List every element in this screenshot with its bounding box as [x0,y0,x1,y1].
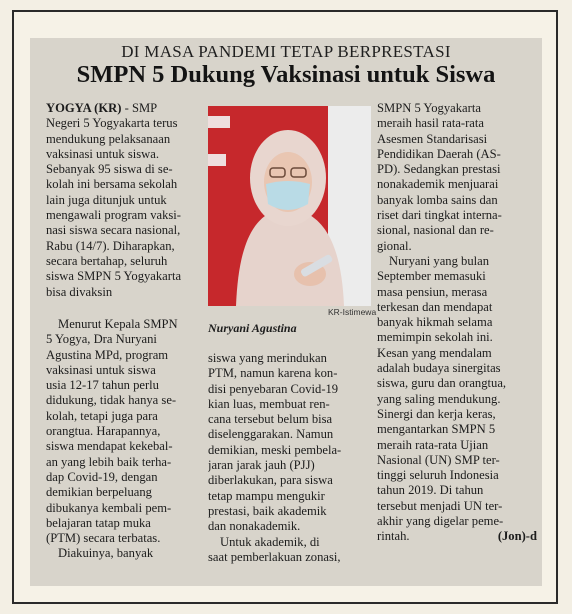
text-line: Agustina MPd, program [46,347,169,362]
photo-caption: Nuryani Agustina [208,321,297,335]
text-line: dap Covid-19, dengan [46,469,158,484]
text-line: kolah ini bersama sekolah [46,177,178,192]
text-line: riset dari tingkat interna- [377,208,502,223]
text-line: PD). Sedangkan prestasi [377,162,501,177]
article-headline: SMPN 5 Dukung Vaksinasi untuk Siswa [76,61,496,88]
dateline: YOGYA (KR) [46,101,122,115]
column-1-continued [46,317,206,562]
text-line: siswa yang merindukan [208,351,327,365]
text-line: Sinergi dan kerja keras, [377,406,496,421]
column-3 [377,101,537,545]
text-line: tinggi seluruh Indonesia [377,468,499,483]
text-line: nasi siswa secara nasional, [46,223,181,238]
text-line: bisa divaksin [46,284,113,299]
text-line: (PTM) secara terbatas. [46,531,161,546]
text-line: dibukanya kembali pem- [46,500,172,515]
dateline-line [46,101,206,116]
banner-letter [208,116,230,128]
text-line: kolah, tetapi juga para [46,408,158,423]
text-line: mengawali program vaksi- [46,208,181,223]
text-line: orangtua. Harapannya, [46,424,161,439]
text-line: terkesan dan mendapat [377,299,493,314]
text-line: Asesmen Standarisasi [377,131,488,146]
text-line: Diakuinya, banyak [58,546,154,561]
banner-letter [208,154,226,166]
text-line: Menurut Kepala SMPN [58,317,178,331]
text-line: mendukung pelaksanaan [46,131,171,146]
column-1 [46,101,206,300]
text-line: - SMP [121,101,158,115]
text-line: secara bertahap, seluruh [46,253,168,268]
text-line: September memasuki [377,269,486,284]
text-line: disi penyebaran Covid-19 [208,381,339,396]
text-line: Negeri 5 Yogyakarta terus [46,116,178,131]
text-line: banyak hikmah selama [377,315,493,330]
text-line: yang saling mendukung. [377,391,501,406]
text-line: demikian, meski pembela- [208,442,342,457]
text-line: masa pensiun, merasa [377,284,488,299]
text-line: PTM, namun karena kon- [208,366,338,381]
text-line: diberlakukan, para siswa [208,473,333,488]
photo-credit: KR-Istimewa [328,307,377,317]
text-line: Kesan yang mendalam [377,345,492,360]
text-line: siswa mendapat kekebal- [46,439,173,454]
text-line: diselenggarakan. Namun [208,427,334,442]
text-line: prestasi, baik akademik [208,503,327,518]
text-line: sional, nasional dan re- [377,223,494,238]
text-line: jaran jarak jauh (PJJ) [208,458,315,473]
text-line: memimpin sekolah ini. [377,330,493,345]
text-line: 5 Yogya, Dra Nuryani [46,332,157,347]
portrait-illustration [208,106,371,306]
text-line: lain juga ditunjuk untuk [46,192,167,207]
text-line: Sebanyak 95 siswa di se- [46,162,173,177]
text-line: an yang lebih baik terha- [46,454,172,469]
text-line: didukung, tidak hanya se- [46,393,177,408]
text-line: siswa SMPN 5 Yogyakarta [46,269,182,284]
text-line: cana tersebut belum bisa [208,412,333,427]
text-line: meraih rata-rata Ujian [377,437,489,452]
text-line: Nasional (UN) SMP ter- [377,452,500,467]
text-line: Untuk akademik, di [220,534,320,549]
last-line [377,529,537,544]
article-kicker: DI MASA PANDEMI TETAP BERPRESTASI [121,42,451,61]
text-line: belajaran tatap muka [46,515,151,530]
text-line: vaksinasi untuk siswa [46,362,156,377]
text-line: banyak lomba sains dan [377,192,498,207]
text-line: mengantarkan SMPN 5 [377,422,496,437]
text-line: adalah budaya sinergitas [377,361,501,376]
text-line: tahun 2019. Di tahun [377,483,484,498]
text-line: gional. [377,238,412,253]
text-line: nonakademik menjuarai [377,177,499,192]
text-line: vaksinasi untuk siswa. [46,146,159,161]
text-line: tersebut menjadi UN ter- [377,498,503,513]
text-line: Pendidikan Daerah (AS- [377,146,501,161]
article-photo [208,106,371,306]
text-line: kian luas, membuat ren- [208,396,330,411]
signoff: (Jon)-d [497,529,537,544]
text-line: demikian berpeluang [46,485,152,500]
text-line: saat pemberlakuan zonasi, [208,549,341,564]
column-2 [208,351,372,565]
text-line: siswa, guru dan orangtua, [377,376,507,391]
text-line: Rabu (14/7). Diharapkan, [46,238,175,253]
text-line: rintah. [377,529,410,544]
text-line: tetap mampu mengukir [208,488,325,503]
text-line: meraih hasil rata-rata [377,116,484,131]
text-line: Nuryani yang bulan [389,253,490,268]
text-line: dan nonakademik. [208,519,301,534]
text-line: usia 12-17 tahun perlu [46,378,159,393]
face-mask [266,181,310,210]
newspaper-clipping [30,38,542,586]
text-line: SMPN 5 Yogyakarta [377,101,481,115]
text-line: akhir yang digelar peme- [377,514,504,529]
